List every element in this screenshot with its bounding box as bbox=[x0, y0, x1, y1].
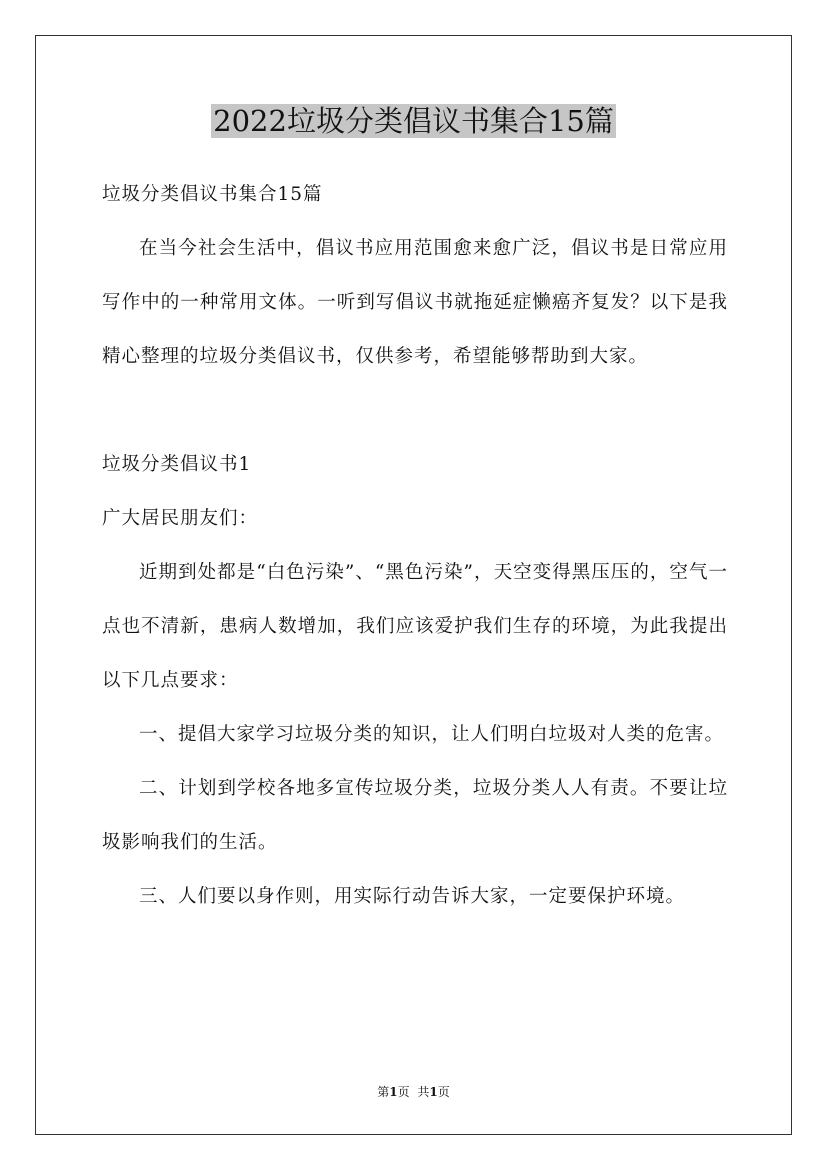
body-paragraph: 近期到处都是“白色污染”、“黑色污染”，天空变得黑压压的，空气一点也不清新，患病人数增加，我们应该爱护我们生存的环境，为此我提出以下几点要求： bbox=[102, 562, 728, 691]
total-pages: 1 bbox=[429, 1085, 438, 1099]
page-footer bbox=[0, 1084, 827, 1100]
total-prefix: 共 bbox=[417, 1085, 430, 1099]
page-suffix: 页 bbox=[397, 1085, 410, 1099]
page-prefix: 第 bbox=[377, 1085, 390, 1099]
intro-paragraph: 在当今社会生活中，倡议书应用范围愈来愈广泛，倡议书是日常应用写作中的一种常用文体。一听到写倡议书就拖延症懒癌齐复发？以下是我精心整理的垃圾分类倡议书，仅供参考，希望能够帮助到大家。 bbox=[102, 238, 728, 367]
document-subtitle: 垃圾分类倡议书集合15篇 bbox=[102, 184, 323, 205]
document-title bbox=[0, 98, 827, 144]
total-suffix: 页 bbox=[437, 1085, 450, 1099]
section-heading: 垃圾分类倡议书1 bbox=[102, 454, 252, 475]
section-spacer bbox=[102, 384, 728, 438]
document-body bbox=[102, 168, 728, 924]
body-paragraph: 三、人们要以身作则，用实际行动告诉大家，一定要保护环境。 bbox=[139, 886, 686, 907]
body-paragraph: 一、提倡大家学习垃圾分类的知识，让人们明白垃圾对人类的危害。 bbox=[139, 724, 725, 745]
page-number: 1 bbox=[389, 1085, 398, 1099]
body-paragraph: 二、计划到学校各地多宣传垃圾分类，垃圾分类人人有责。不要让垃圾影响我们的生活。 bbox=[102, 778, 728, 853]
document-title-text: 2022垃圾分类倡议书集合15篇 bbox=[213, 104, 614, 138]
salutation: 广大居民朋友们： bbox=[102, 508, 259, 529]
